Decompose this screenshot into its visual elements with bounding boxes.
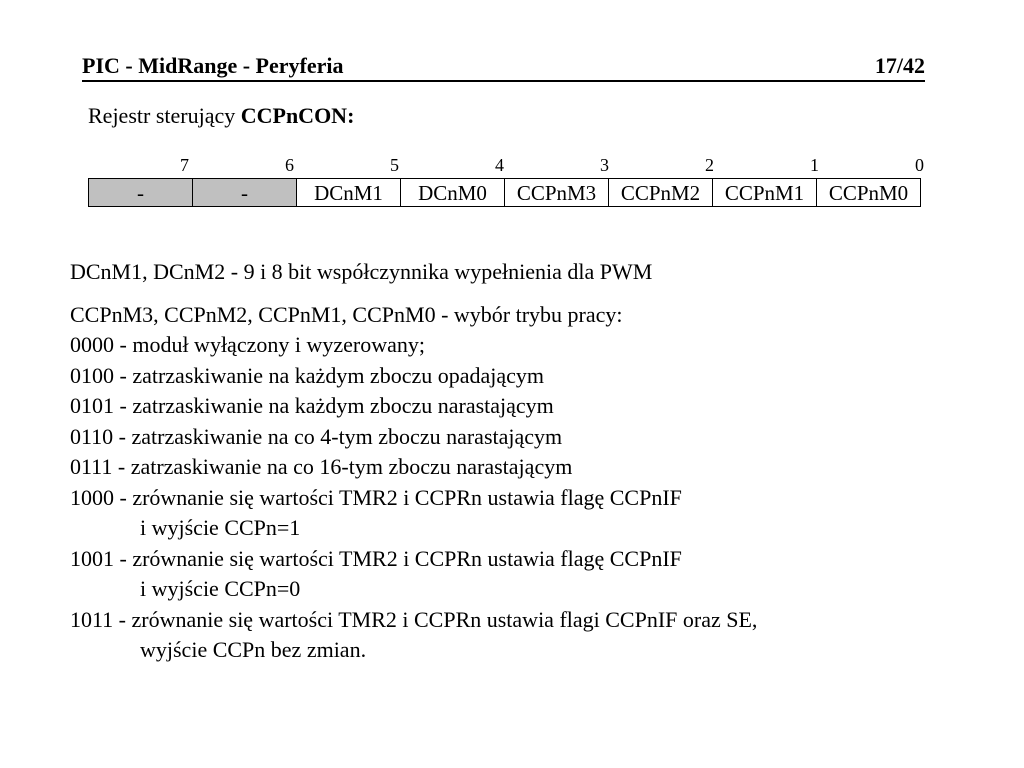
mode-line: 1000 - zrównanie się wartości TMR2 i CCPRn ustawia flagę CCPnIF bbox=[70, 484, 682, 510]
page-number: 17/42 bbox=[874, 53, 925, 78]
bit-number: 6 bbox=[285, 155, 294, 175]
mode-line: 0111 - zatrzaskiwanie na co 16-tym zboczu narastającym bbox=[70, 454, 573, 479]
mode-line: 0100 - zatrzaskiwanie na każdym zboczu opadającym bbox=[70, 362, 545, 388]
bit-number: 1 bbox=[810, 155, 819, 175]
register-bit-cell: CCPnM1 bbox=[713, 179, 817, 207]
bit-number: 2 bbox=[705, 155, 714, 175]
bit-number: 3 bbox=[600, 155, 609, 175]
register-bit-cell: DCnM0 bbox=[401, 179, 505, 207]
mode-line: 1011 - zrównanie się wartości TMR2 i CCPRn ustawia flagi CCPnIF oraz SE, bbox=[70, 606, 758, 632]
bit-number: 7 bbox=[180, 155, 189, 175]
mode-line-continuation: wyjście CCPn bez zmian. bbox=[140, 637, 367, 662]
mode-line: 0101 - zatrzaskiwanie na każdym zboczu narastającym bbox=[70, 393, 554, 418]
mode-line-continuation: i wyjście CCPn=0 bbox=[140, 576, 301, 601]
mode-line: 1001 - zrównanie się wartości TMR2 i CCPRn ustawia flagę CCPnIF bbox=[70, 545, 682, 571]
register-bit-cell: CCPnM0 bbox=[817, 179, 921, 207]
mode-line: 0110 - zatrzaskiwanie na co 4-tym zboczu narastającym bbox=[70, 423, 563, 449]
slide-header bbox=[82, 52, 925, 82]
mode-line: 0000 - moduł wyłączony i wyzerowany; bbox=[70, 332, 425, 357]
register-bit-cell: CCPnM3 bbox=[505, 179, 609, 207]
bit-number: 4 bbox=[495, 155, 504, 175]
bit-number: 0 bbox=[915, 155, 924, 175]
slide-title: PIC - MidRange - Peryferia bbox=[82, 53, 344, 78]
register-row bbox=[89, 179, 921, 207]
register-heading-prefix: Rejestr sterujący bbox=[88, 103, 241, 128]
register-bit-cell: - bbox=[193, 179, 297, 207]
register-bit-cell: DCnM1 bbox=[297, 179, 401, 207]
register-table bbox=[88, 178, 921, 207]
bit-number: 5 bbox=[390, 155, 399, 175]
dc-bits-description: DCnM1, DCnM2 - 9 i 8 bit współczynnika wypełnienia dla PWM bbox=[70, 259, 653, 284]
mode-line-continuation: i wyjście CCPn=1 bbox=[140, 515, 301, 540]
register-name: CCPnCON: bbox=[240, 103, 355, 128]
bit-number-row bbox=[88, 154, 928, 176]
register-heading bbox=[88, 102, 354, 130]
mode-heading: CCPnM3, CCPnM2, CCPnM1, CCPnM0 - wybór trybu pracy: bbox=[70, 301, 623, 327]
description-text bbox=[70, 257, 757, 666]
register-bit-cell: CCPnM2 bbox=[609, 179, 713, 207]
register-bit-cell: - bbox=[89, 179, 193, 207]
